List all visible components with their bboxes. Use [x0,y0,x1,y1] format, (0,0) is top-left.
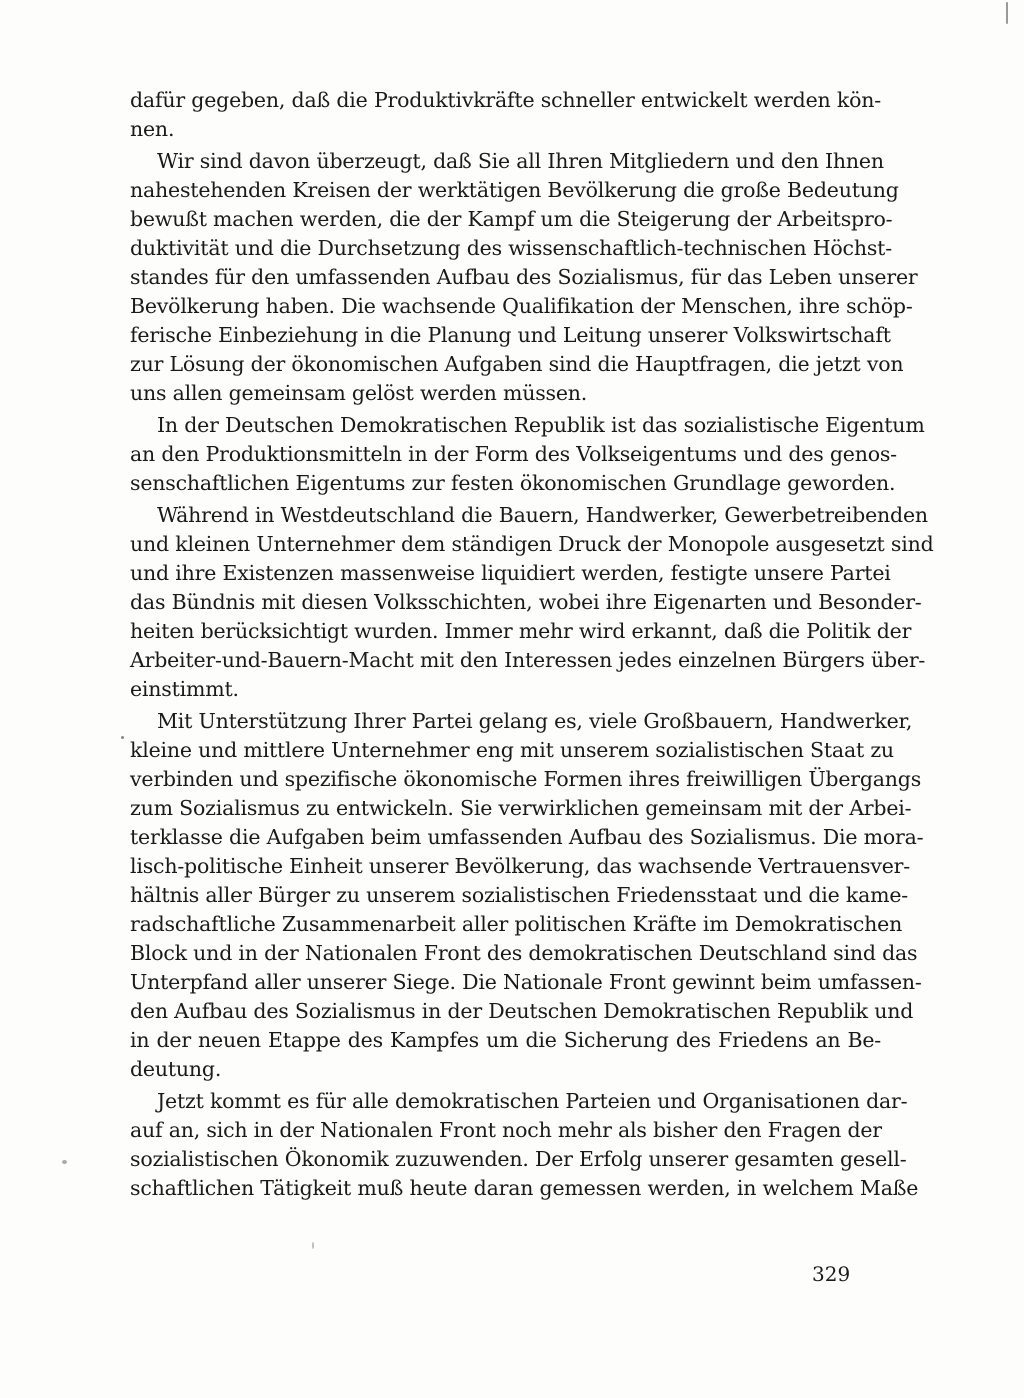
text-line: an den Produktionsmitteln in der Form des Volkseigentums und des genos- [130,442,897,466]
text-line: Mit Unterstützung Ihrer Partei gelang es, viele Großbauern, Handwerker, [157,709,913,733]
text-line: Unterpfand aller unserer Siege. Die Nationale Front gewinnt beim umfassen- [130,970,922,994]
text-line: nahestehenden Kreisen der werktätigen Bevölkerung die große Bedeutung [130,178,899,202]
paragraph [130,411,925,498]
text-line: und ihre Existenzen massenweise liquidiert werden, festigte unsere Partei [130,561,891,585]
text-line: in der neuen Etappe des Kampfes um die Sicherung des Friedens an Be- [130,1028,881,1052]
text-line: ferische Einbeziehung in die Planung und Leitung unserer Volkswirtschaft [130,323,891,347]
text-line: verbinden und spezifische ökonomische Formen ihres freiwilligen Übergangs [130,767,922,791]
text-line: senschaftlichen Eigentums zur festen ökonomischen Grundlage geworden. [130,471,896,495]
text-line: Wir sind davon überzeugt, daß Sie all Ihren Mitgliedern und den Ihnen [157,149,884,173]
text-line: Während in Westdeutschland die Bauern, Handwerker, Gewerbetreibenden [157,503,928,527]
text-line: dafür gegeben, daß die Produktivkräfte schneller entwickelt werden kön- [130,88,881,112]
text-line: und kleinen Unternehmer dem ständigen Druck der Monopole ausgesetzt sind [130,532,934,556]
text-line: nen. [130,117,175,141]
text-line: das Bündnis mit diesen Volksschichten, wobei ihre Eigenarten und Besonder- [130,590,922,614]
text-line: schaftlichen Tätigkeit muß heute daran gemessen werden, in welchem Maße [130,1176,919,1200]
text-line: zum Sozialismus zu entwickeln. Sie verwirklichen gemeinsam mit der Arbei- [130,796,912,820]
paragraph [130,147,918,408]
text-line: auf an, sich in der Nationalen Front noch mehr als bisher den Fragen der [130,1118,882,1142]
text-line: uns allen gemeinsam gelöst werden müssen. [130,381,588,405]
page-number: 329 [812,1262,851,1286]
text-line: heiten berücksichtigt wurden. Immer mehr wird erkannt, daß die Politik der [130,619,912,643]
page-body [130,86,934,1203]
text-line: kleine und mittlere Unternehmer eng mit unserem sozialistischen Staat zu [130,738,894,762]
text-line: standes für den umfassenden Aufbau des Sozialismus, für das Leben unserer [130,265,918,289]
scan-speck [1006,2,1008,24]
scan-speck [312,1242,314,1249]
paragraph [130,86,881,144]
text-line: hältnis aller Bürger zu unserem sozialistischen Friedensstaat und die kame- [130,883,908,907]
text-line: zur Lösung der ökonomischen Aufgaben sind die Hauptfragen, die jetzt von [130,352,904,376]
text-line: radschaftliche Zusammenarbeit aller politischen Kräfte im Demokratischen [130,912,903,936]
text-line: Jetzt kommt es für alle demokratischen Parteien und Organisationen dar- [157,1089,908,1113]
text-line: Arbeiter-und-Bauern-Macht mit den Interessen jedes einzelnen Bürgers über- [130,648,926,672]
text-line: bewußt machen werden, die der Kampf um die Steigerung der Arbeitspro- [130,207,893,231]
text-line: In der Deutschen Demokratischen Republik ist das sozialistische Eigentum [157,413,925,437]
text-line: Bevölkerung haben. Die wachsende Qualifikation der Menschen, ihre schöp- [130,294,913,318]
text-line: sozialistischen Ökonomik zuzuwenden. Der Erfolg unserer gesamten gesell- [130,1147,907,1171]
text-line: Block und in der Nationalen Front des demokratischen Deutschland sind das [130,941,918,965]
paragraph [130,1087,919,1203]
text-line: duktivität und die Durchsetzung des wissenschaftlich-technischen Höchst- [130,236,892,260]
text-line: lisch-politische Einheit unserer Bevölkerung, das wachsende Vertrauensver- [130,854,911,878]
text-line: terklasse die Aufgaben beim umfassenden Aufbau des Sozialismus. Die mora- [130,825,924,849]
paragraph [130,707,924,1084]
scan-speck [121,736,124,739]
text-line: einstimmt. [130,677,239,701]
paragraph [130,501,934,704]
scan-speck [62,1160,67,1164]
text-line: den Aufbau des Sozialismus in der Deutschen Demokratischen Republik und [130,999,914,1023]
text-line: deutung. [130,1057,222,1081]
